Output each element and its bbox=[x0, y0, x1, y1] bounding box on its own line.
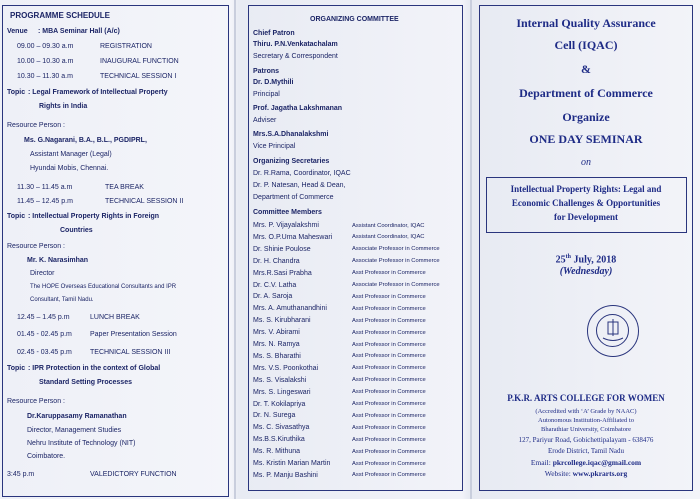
committee-member-role: Assistant Coordinator, IQAC bbox=[352, 222, 425, 229]
resource-person-name: Dr.Karuppasamy Ramanathan bbox=[27, 413, 127, 420]
programme-heading: PROGRAMME SCHEDULE bbox=[10, 11, 111, 20]
committee-member-role: Assistant Coordinator, IQAC bbox=[352, 234, 425, 241]
committee-member-name: Dr. Shinie Poulose bbox=[253, 245, 311, 253]
committee-member-name: Mrs. P. Vijayalakshmi bbox=[253, 222, 319, 229]
topic-label: Topic bbox=[7, 365, 26, 372]
schedule-event: TECHNICAL SESSION I bbox=[100, 73, 177, 80]
resource-person-detail: Nehru Institute of Technology (NIT) bbox=[27, 440, 136, 447]
committee-member-role: Asst Professor in Commerce bbox=[352, 317, 426, 324]
committee-member-role: Asst Professor in Commerce bbox=[352, 305, 426, 312]
committee-member-role: Associate Professor in Commerce bbox=[352, 246, 440, 253]
committee-member-role: Asst Professor in Commerce bbox=[352, 436, 426, 443]
contact-website bbox=[472, 469, 700, 479]
college-address: 127, Pariyur Road, Gobichettipalayam - 638476 bbox=[518, 436, 654, 444]
committee-member-name: Ms. P. Manju Bashini bbox=[253, 471, 318, 479]
committee-member-role: Associate Professor in Commerce bbox=[352, 282, 440, 288]
cover-organize: Organize bbox=[562, 110, 610, 124]
committee-member-name: Dr. N. Surega bbox=[253, 412, 296, 420]
cover-title-line: Internal Quality Assurance bbox=[516, 16, 656, 30]
committee-member-role: Asst Professor in Commerce bbox=[352, 293, 426, 300]
cover-title-line: Cell (IQAC) bbox=[554, 38, 618, 52]
cover-ampersand: & bbox=[581, 62, 591, 76]
committee-member-role: Asst Professor in Commerce bbox=[352, 329, 426, 336]
schedule-event: TECHNICAL SESSION III bbox=[90, 349, 171, 356]
committee-member-role: Asst Professor in Commerce bbox=[352, 460, 426, 467]
topic-line: Standard Setting Processes bbox=[39, 379, 132, 386]
role-heading: Organizing Secretaries bbox=[253, 158, 330, 165]
committee-member-role: Asst Professor in Commerce bbox=[352, 341, 426, 348]
schedule-event: VALEDICTORY FUNCTION bbox=[90, 471, 177, 478]
cover-seminar: ONE DAY SEMINAR bbox=[529, 132, 643, 146]
person-name: Thiru. P.N.Venkatachalam bbox=[253, 41, 338, 48]
cover-on: on bbox=[581, 157, 591, 168]
role-heading: Patrons bbox=[253, 68, 280, 75]
person-role: Principal bbox=[253, 91, 280, 98]
committee-member-name: Mrs.R.Sasi Prabha bbox=[253, 269, 312, 277]
resource-person-label: Resource Person : bbox=[7, 122, 65, 129]
topic-label: Topic bbox=[7, 213, 26, 220]
schedule-time: 12.45 – 1.45 p.m bbox=[17, 314, 70, 321]
event-weekday: (Wednesday) bbox=[559, 266, 613, 277]
contact-email bbox=[472, 458, 700, 468]
committee-member-name: Ms. S. Visalakshi bbox=[253, 376, 307, 384]
resource-person-label: Resource Person : bbox=[7, 398, 65, 405]
programme-panel bbox=[0, 0, 234, 499]
committee-member-name: Mrs. A. Amuthanandhini bbox=[253, 305, 327, 313]
person-role: Vice Principal bbox=[253, 143, 296, 150]
person-role: Department of Commerce bbox=[253, 194, 334, 201]
schedule-time: 02.45 - 03.45 p.m bbox=[17, 349, 72, 356]
schedule-time: 01.45 - 02.45 p.m bbox=[17, 331, 72, 338]
committee-member-role: Associate Professor in Commerce bbox=[352, 258, 440, 265]
committee-member-name: Mrs. O.P.Uma Maheswari bbox=[253, 233, 333, 241]
cover-title-line: Department of Commerce bbox=[519, 86, 653, 100]
committee-member-name: Mrs. N. Ramya bbox=[253, 341, 300, 348]
committee-panel bbox=[236, 0, 470, 499]
schedule-time: 10.30 – 11.30 a.m bbox=[17, 73, 73, 80]
person-role: Secretary & Correspondent bbox=[253, 53, 338, 60]
person-name: Dr. R.Rama, Coordinator, IQAC bbox=[253, 170, 351, 177]
website-link[interactable]: www.pkrarts.org bbox=[572, 469, 628, 478]
schedule-event: TEA BREAK bbox=[105, 184, 144, 191]
resource-person-detail: Consultant, Tamil Nadu. bbox=[30, 297, 94, 303]
schedule-time: 09.00 – 09.30 a.m bbox=[17, 43, 74, 50]
committee-member-role: Asst Professor in Commerce bbox=[352, 365, 426, 372]
topic-line: Countries bbox=[60, 227, 93, 234]
resource-person-label: Resource Person : bbox=[7, 243, 65, 250]
committee-member-role: Asst Professor in Commerce bbox=[352, 389, 426, 396]
committee-member-role: Asst Professor in Commerce bbox=[352, 353, 426, 360]
schedule-time: 11.30 – 11.45 a.m bbox=[17, 184, 73, 191]
website-label: Website: bbox=[544, 469, 571, 478]
venue-value: : MBA Seminar Hall (A/c) bbox=[38, 28, 120, 35]
committee-member-name: Dr. A. Saroja bbox=[253, 293, 293, 301]
role-heading: Committee Members bbox=[253, 209, 322, 216]
resource-person-detail: Director, Management Studies bbox=[27, 427, 122, 434]
resource-person-detail: Coimbatore. bbox=[27, 453, 66, 460]
topic-label: Topic bbox=[7, 89, 26, 96]
schedule-event: TECHNICAL SESSION II bbox=[105, 198, 184, 205]
date-day: 25 bbox=[555, 254, 566, 266]
committee-member-name: Mrs. V. Abirami bbox=[253, 329, 300, 337]
role-heading: Chief Patron bbox=[253, 30, 295, 37]
schedule-event: INAUGURAL FUNCTION bbox=[100, 58, 179, 65]
committee-member-role: Asst Professor in Commerce bbox=[352, 401, 426, 407]
person-name: Dr. D.Mythili bbox=[253, 79, 294, 86]
venue-label: Venue bbox=[7, 28, 28, 35]
committee-member-role: Asst Professor in Commerce bbox=[352, 412, 426, 419]
committee-member-role: Asst Professor in Commerce bbox=[352, 270, 426, 277]
college-accreditation: (Accredited with ‘A’ Grade by NAAC) bbox=[535, 408, 637, 415]
committee-heading: ORGANIZING COMMITTEE bbox=[310, 16, 399, 23]
resource-person-detail: Director bbox=[30, 270, 55, 277]
schedule-time: 10.00 – 10.30 a.m bbox=[17, 58, 74, 65]
committee-member-name: Dr. C.V. Latha bbox=[253, 281, 297, 289]
committee-member-name: Dr. H. Chandra bbox=[253, 257, 300, 265]
schedule-event: REGISTRATION bbox=[100, 43, 152, 50]
schedule-event: Paper Presentation Session bbox=[90, 331, 177, 338]
schedule-time: 11.45 – 12.45 p.m bbox=[17, 198, 73, 205]
seal-emblem-icon bbox=[587, 305, 639, 357]
schedule-time: 3:45 p.m bbox=[7, 471, 35, 478]
theme-line: Intellectual Property Rights: Legal and bbox=[510, 184, 662, 194]
committee-member-name: Dr. T. Kokilapriya bbox=[253, 400, 306, 408]
resource-person-detail: Assistant Manager (Legal) bbox=[30, 151, 112, 158]
topic-line: : IPR Protection in the context of Global bbox=[28, 365, 161, 372]
person-name: Dr. P. Natesan, Head & Dean, bbox=[253, 182, 346, 189]
person-name: Mrs.S.A.Dhanalakshmi bbox=[253, 131, 329, 138]
committee-member-role: Asst Professor in Commerce bbox=[352, 472, 426, 479]
committee-member-name: Ms. S. Kirubharani bbox=[253, 317, 311, 325]
date-suffix: th bbox=[565, 254, 572, 260]
committee-member-name: Ms. S. Bharathi bbox=[253, 352, 301, 360]
committee-member-name: Ms. R. Mithuna bbox=[253, 448, 301, 456]
event-date bbox=[472, 251, 700, 266]
topic-line: : Intellectual Property Rights in Foreign bbox=[28, 213, 160, 220]
resource-person-detail: Hyundai Mobis, Chennai. bbox=[30, 165, 109, 172]
email-label: Email: bbox=[530, 458, 551, 467]
committee-member-name: Mrs. V.S. Poonkothai bbox=[253, 364, 319, 372]
resource-person-name: Mr. K. Narasimhan bbox=[27, 257, 89, 264]
committee-member-role: Asst Professor in Commerce bbox=[352, 424, 426, 431]
committee-member-role: Asst Professor in Commerce bbox=[352, 448, 426, 455]
theme-line: Economic Challenges & Opportunities bbox=[511, 198, 661, 208]
committee-member-name: Ms. C. Sivasathya bbox=[253, 424, 310, 432]
person-name: Prof. Jagatha Lakshmanan bbox=[253, 105, 343, 112]
person-role: Adviser bbox=[253, 117, 277, 124]
email-link[interactable]: pkrcollege.iqac@gmail.com bbox=[552, 458, 642, 467]
college-district: Erode District, Tamil Nadu bbox=[548, 447, 624, 455]
date-month-year: July, 2018 bbox=[571, 254, 617, 266]
college-university: Bharathiar University, Coimbatore bbox=[540, 426, 631, 433]
resource-person-detail: The HOPE Overseas Educational Consultants and IPR bbox=[30, 284, 177, 290]
college-seal bbox=[587, 305, 639, 357]
resource-person-name: Ms. G.Nagarani, B.A., B.L., PGDIPRL, bbox=[24, 137, 147, 144]
committee-member-name: Mrs. S. Lingeswari bbox=[253, 388, 311, 396]
topic-line: Rights in India bbox=[39, 103, 88, 110]
committee-member-name: Ms. Kristin Marian Martin bbox=[253, 460, 331, 467]
college-name: P.K.R. ARTS COLLEGE FOR WOMEN bbox=[507, 393, 665, 403]
theme-line: for Development bbox=[553, 212, 619, 222]
committee-member-name: Ms.B.S.Kiruthika bbox=[253, 436, 305, 444]
schedule-event: LUNCH BREAK bbox=[90, 314, 140, 321]
college-status: Autonomous Institution-Affiliated to bbox=[538, 417, 634, 424]
committee-member-role: Asst Professor in Commerce bbox=[352, 377, 426, 384]
topic-line: : Legal Framework of Intellectual Property bbox=[28, 89, 168, 96]
